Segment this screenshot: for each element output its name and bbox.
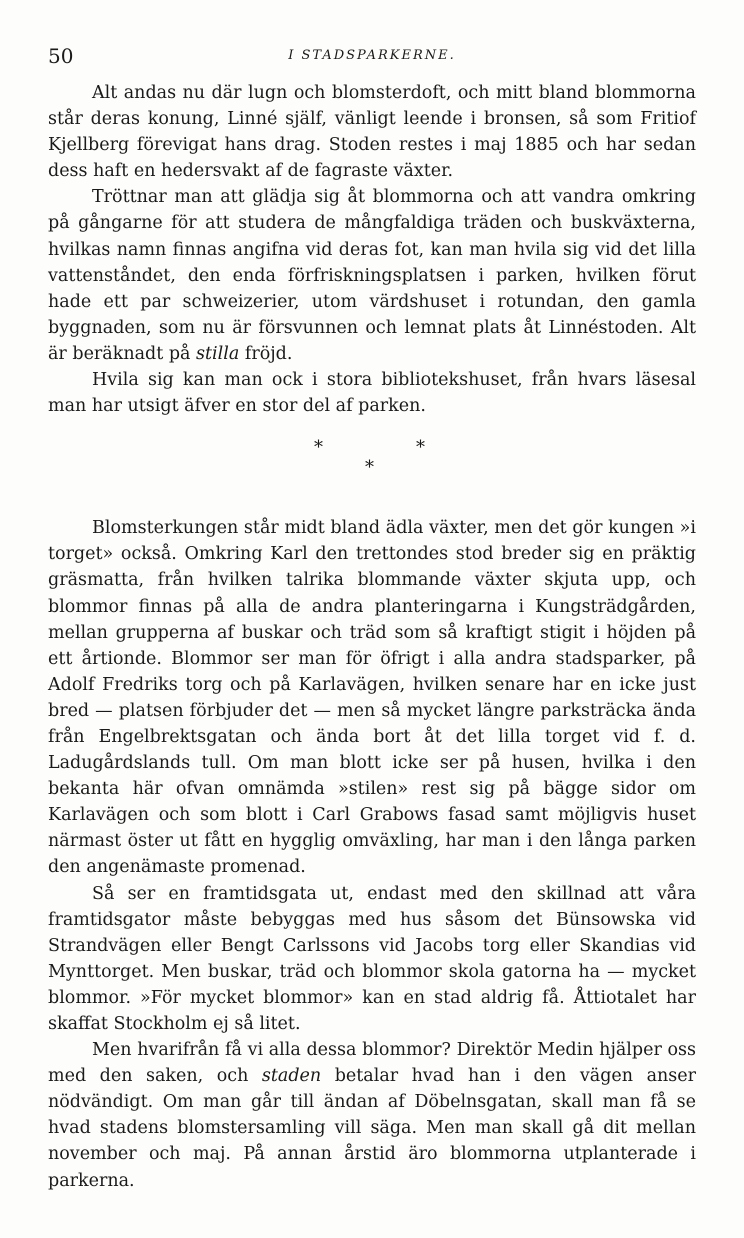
paragraph <box>48 80 696 184</box>
paragraph-text: fröjd. <box>244 343 293 364</box>
body-text <box>48 80 696 1194</box>
page-header <box>48 44 696 68</box>
paragraph <box>48 881 696 1038</box>
paragraph <box>48 184 696 367</box>
page-number: 50 <box>48 44 74 68</box>
paragraph-text: Men hvarifrån få vi alla dessa blommor? Direktör Medin hjälper oss med den saken, och <box>48 1040 696 1087</box>
paragraph <box>48 367 696 419</box>
emphasized-word: staden <box>261 1066 322 1087</box>
paragraph-text: Så ser en framtidsgata ut, endast med den skillnad att våra framtidsgator måste bebyggas med hus såsom det Bünsowska vid Strandvägen eller Bengt Carlssons vid Jacobs torg eller Skandias vid Mynttorget. Men buskar, träd och blommor skola gatorna ha — mycket blommor. »För mycket blommor» kan en stad aldrig få. Åttiotalet har skaffat Stockholm ej så litet. <box>48 883 696 1034</box>
paragraph <box>48 515 696 880</box>
asterisk: * <box>365 457 374 479</box>
paragraph-text: betalar hvad han i den vägen anser nödvändigt. Om man går till ändan af Döbelnsgatan, skall man få se hvad stadens blomstersamling vill säga. Men man skall gå dit mellan november och maj. På annan årstid äro blommorna utplanterade i parkerna. <box>48 1066 696 1191</box>
emphasized-word: stilla <box>196 343 240 364</box>
asterisk: * <box>314 437 323 459</box>
paragraph-text: Hvila sig kan man ock i stora bibliotekshuset, från hvars läsesal man har utsigt äfver en stor del af parken. <box>48 370 696 417</box>
running-head: I STADSPARKERNE. <box>288 48 456 63</box>
paragraph-text: Alt andas nu där lugn och blomsterdoft, och mitt bland blommorna står deras konung, Linné själf, vänligt leende i bronsen, så som Fritiof Kjellberg förevigat hans drag. Stoden restes i maj 1885 och har sedan dess haft en hedersvakt af de fagraste växter. <box>48 83 696 182</box>
paragraph <box>48 1037 696 1194</box>
section-separator <box>48 423 696 513</box>
paragraph-text: Blomsterkungen står midt bland ädla växter, men det gör kungen »i torget» också. Omkring Karl den trettondes stod breder sig en präktig gräsmatta, från hvilken talrika blommande växter skjuta upp, och blommor finnas på alla de andra planteringarna i Kungsträdgården, mellan grupperna af buskar och träd som så kraftigt stigit i höjden på ett årtionde. Blommor ser man för öfrigt i alla andra stadsparker, på Adolf Fredriks torg och på Karlavägen, hvilken senare har en icke just bred — platsen förbjuder det — men så mycket längre parksträcka ända från Engelbrektsgatan och ända bort åt det lilla torget vid f. d. Ladugårdslands tull. Om man blott icke ser på husen, hvilka i den bekanta här ofvan omnämda »stilen» rest sig på bägge sidor om Karlavägen och som blott i Carl Grabows fasad samt möjligvis huset närmast öster ut fått en hygglig omväxling, har man i den långa parken den angenämaste promenad. <box>48 518 696 878</box>
paragraph-text: Tröttnar man att glädja sig åt blommorna och att vandra omkring på gångarne för att studera de mångfaldiga träden och buskväxterna, hvilkas namn finnas angifna vid deras fot, kan man hvila sig vid det lilla vattenståndet, den enda förfriskningsplatsen i parken, hvilken förut hade ett par schweizerier, utom värdshuset i rotundan, den gamla byggnaden, som nu är försvunnen och lemnat plats åt Linnéstoden. Alt är beräknadt på <box>48 187 696 364</box>
asterisk: * <box>416 437 425 459</box>
